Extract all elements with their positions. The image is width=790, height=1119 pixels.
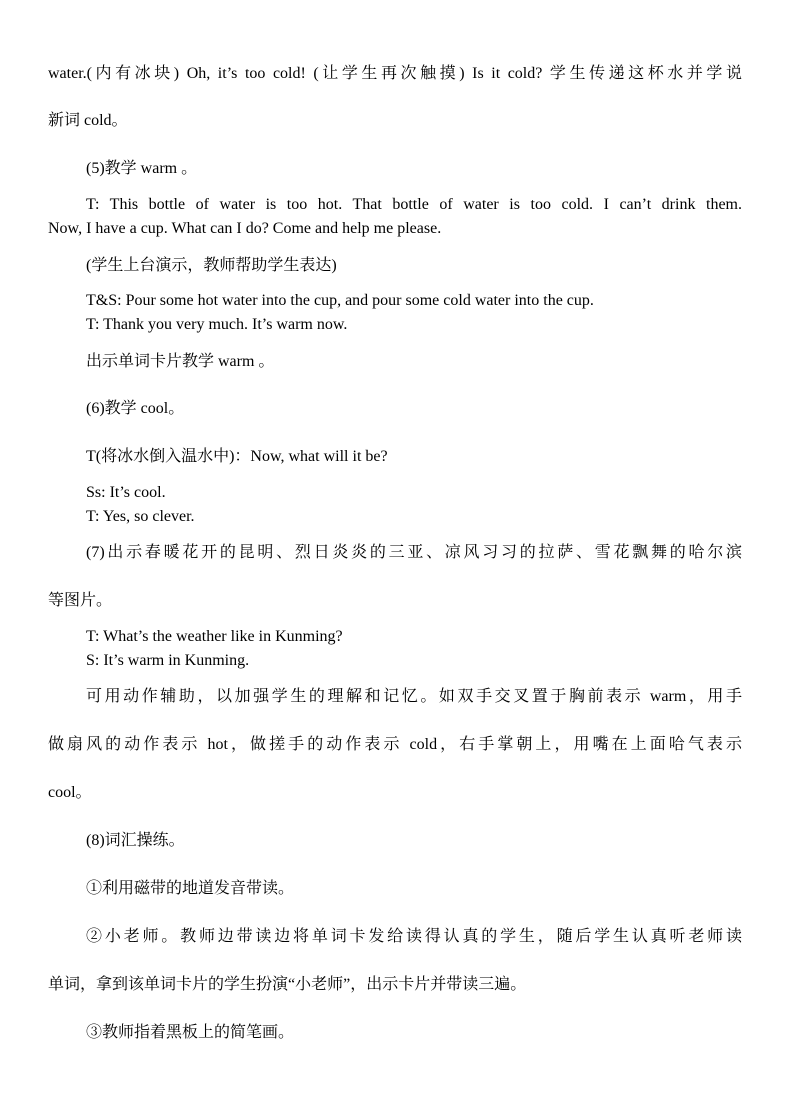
text-line: 新词 cold。 <box>48 112 128 129</box>
text-line: T: Yes, so clever. <box>86 508 195 525</box>
text-line: Ss: It’s cool. <box>86 484 166 501</box>
text-line: 可用动作辅助，以加强学生的理解和记忆。如双手交叉置于胸前表示 warm，用手 <box>86 688 742 705</box>
text-line: T: What’s the weather like in Kunming? <box>86 628 343 645</box>
text-line: Now, I have a cup. What can I do? Come and help me please. <box>48 220 442 237</box>
text-line: (6)教学 cool。 <box>86 400 185 417</box>
text-line: T: This bottle of water is too hot. That bottle of water is too cold. I can’t drink them. <box>86 196 742 213</box>
text-line: 单词，拿到该单词卡片的学生扮演“小老师”，出示卡片并带读三遍。 <box>48 976 527 993</box>
text-line: ②小老师。教师边带读边将单词卡发给读得认真的学生，随后学生认真听老师读 <box>86 928 742 945</box>
text-line: ③教师指着黑板上的简笔画。 <box>86 1024 295 1041</box>
text-line: T&S: Pour some hot water into the cup, and pour some cold water into the cup. <box>86 292 594 309</box>
text-line: 做扇风的动作表示 hot，做搓手的动作表示 cold，右手掌朝上，用嘴在上面哈气表示 <box>48 736 742 753</box>
text-line: cool。 <box>48 784 92 801</box>
text-line: T: Thank you very much. It’s warm now. <box>86 316 348 333</box>
text-line: water.(内有冰块) Oh, it’s too cold! (让学生再次触摸) Is it cold? 学生传递这杯水并学说 <box>48 65 742 82</box>
text-line: ①利用磁带的地道发音带读。 <box>86 880 295 897</box>
text-line: (5)教学 warm 。 <box>86 160 198 177</box>
text-line: (7)出示春暖花开的昆明、烈日炎炎的三亚、凉风习习的拉萨、雪花飘舞的哈尔滨 <box>86 544 742 561</box>
text-line: (学生上台演示，教师帮助学生表达) <box>86 257 337 274</box>
text-line: 出示单词卡片教学 warm 。 <box>86 353 275 370</box>
text-line: S: It’s warm in Kunming. <box>86 652 250 669</box>
text-line: 等图片。 <box>48 592 113 609</box>
text-line: (8)词汇操练。 <box>86 832 185 849</box>
text-line: T(将冰水倒入温水中)：Now, what will it be? <box>86 448 388 465</box>
